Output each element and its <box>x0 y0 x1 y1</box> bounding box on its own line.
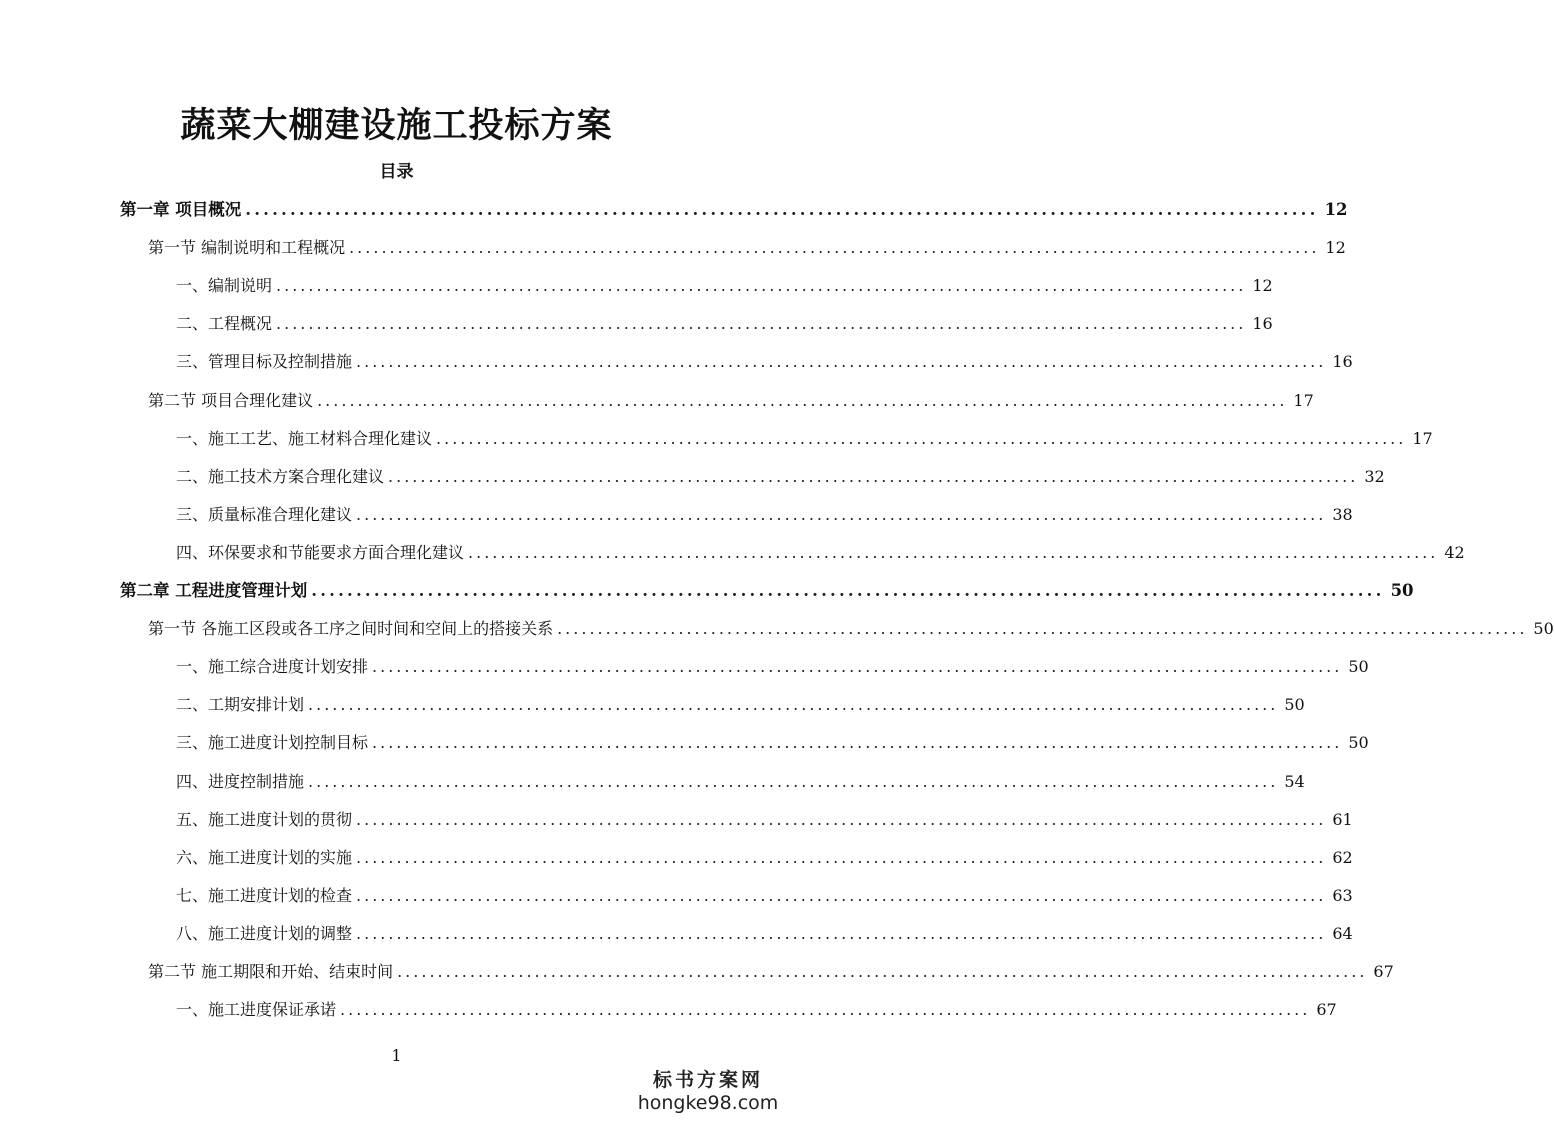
toc-entry-page: 61 <box>1332 810 1353 829</box>
toc-leader-dots: ........................................................................................................................ <box>356 886 1327 905</box>
toc-leader-dots: ........................................................................................................................ <box>356 810 1327 829</box>
toc-entry-label: 三、管理目标及控制措施 <box>176 352 353 371</box>
toc-entry-page: 16 <box>1252 314 1273 333</box>
toc-entry[interactable] <box>176 731 1369 755</box>
toc-leader-dots: ........................................................................................................................ <box>308 772 1279 791</box>
toc-entry-page: 67 <box>1316 1000 1337 1019</box>
toc-leader-dots: ........................................................................................................................ <box>436 429 1407 448</box>
toc-entry-page: 32 <box>1364 467 1385 486</box>
toc-entry-page: 64 <box>1332 924 1353 943</box>
watermark-logo <box>633 1068 783 1114</box>
toc-leader-dots: ........................................................................................................................ <box>340 1000 1311 1019</box>
toc-leader-dots: ........................................................................................................................ <box>356 505 1327 524</box>
toc-leader-dots: ........................................................................................................................ <box>372 657 1343 676</box>
toc-entry[interactable] <box>176 350 1353 374</box>
toc-entry-label: 第一章 项目概况 <box>120 200 242 219</box>
toc-entry-page: 50 <box>1348 657 1369 676</box>
toc-entry[interactable] <box>176 884 1353 908</box>
toc-entry[interactable] <box>176 503 1353 527</box>
toc-leader-dots: ........................................................................................................................ <box>388 467 1359 486</box>
toc-entry-page: 50 <box>1533 619 1554 638</box>
document-title: 蔬菜大棚建设施工投标方案 <box>180 105 613 146</box>
toc-entry-label: 第二章 工程进度管理计划 <box>120 581 308 600</box>
toc-entry-label: 四、进度控制措施 <box>176 772 305 791</box>
toc-entry[interactable] <box>176 922 1353 946</box>
toc-leader-dots: ........................................................................................................................ <box>356 848 1327 867</box>
toc-entry-page: 50 <box>1348 733 1369 752</box>
toc-leader-dots: ........................................................................................................................ <box>311 581 1385 600</box>
toc-entry-label: 七、施工进度计划的检查 <box>176 886 353 905</box>
toc-entry-page: 17 <box>1412 429 1433 448</box>
toc-entry[interactable] <box>148 617 1554 641</box>
toc-leader-dots: ........................................................................................................................ <box>276 314 1247 333</box>
toc-leader-dots: ........................................................................................................................ <box>356 924 1327 943</box>
toc-entry-label: 二、施工技术方案合理化建议 <box>176 467 385 486</box>
toc-entry[interactable] <box>176 693 1305 717</box>
toc-entry-label: 八、施工进度计划的调整 <box>176 924 353 943</box>
toc-entry[interactable] <box>176 312 1273 336</box>
toc-heading: 目录 <box>379 162 414 182</box>
toc-entry-label: 二、工期安排计划 <box>176 695 305 714</box>
toc-entry[interactable] <box>176 541 1465 565</box>
toc-entry-label: 五、施工进度计划的贯彻 <box>176 810 353 829</box>
watermark-url: hongke98.com <box>637 1092 779 1114</box>
toc-entry-label: 第一节 编制说明和工程概况 <box>148 238 346 257</box>
toc-leader-dots: ........................................................................................................................ <box>308 695 1279 714</box>
toc-entry[interactable] <box>120 579 1414 603</box>
toc-entry-page: 54 <box>1284 772 1305 791</box>
toc-entry-label: 第二节 施工期限和开始、结束时间 <box>148 962 394 981</box>
toc-leader-dots: ........................................................................................................................ <box>245 200 1319 219</box>
toc-entry[interactable] <box>148 389 1314 413</box>
toc-entry-page: 16 <box>1332 352 1353 371</box>
toc-leader-dots: ........................................................................................................................ <box>317 391 1288 410</box>
toc-entry[interactable] <box>120 198 1348 222</box>
toc-entry-page: 63 <box>1332 886 1353 905</box>
toc-entry[interactable] <box>176 655 1369 679</box>
toc-leader-dots: ........................................................................................................................ <box>276 276 1247 295</box>
toc-entry[interactable] <box>148 236 1346 260</box>
toc-entry-label: 一、编制说明 <box>176 276 273 295</box>
toc-entry-label: 六、施工进度计划的实施 <box>176 848 353 867</box>
toc-entry-label: 第二节 项目合理化建议 <box>148 391 314 410</box>
toc-leader-dots: ........................................................................................................................ <box>397 962 1368 981</box>
toc-entry-page: 42 <box>1444 543 1465 562</box>
toc-leader-dots: ........................................................................................................................ <box>557 619 1528 638</box>
toc-entry[interactable] <box>176 427 1433 451</box>
watermark-name: 标书方案网 <box>652 1069 763 1091</box>
toc-entry[interactable] <box>148 960 1394 984</box>
page-number: 1 <box>391 1046 402 1065</box>
toc-entry-label: 三、施工进度计划控制目标 <box>176 733 369 752</box>
toc-entry-page: 17 <box>1293 391 1314 410</box>
toc-entry-label: 一、施工进度保证承诺 <box>176 1000 337 1019</box>
toc-entry-page: 38 <box>1332 505 1353 524</box>
toc-entry-page: 50 <box>1284 695 1305 714</box>
toc-leader-dots: ........................................................................................................................ <box>356 352 1327 371</box>
toc-entry[interactable] <box>176 274 1273 298</box>
toc-entry-label: 二、工程概况 <box>176 314 273 333</box>
toc-entry-page: 12 <box>1325 238 1346 257</box>
toc-entry-page: 12 <box>1324 200 1348 219</box>
toc-entry-label: 第一节 各施工区段或各工序之间时间和空间上的搭接关系 <box>148 619 554 638</box>
toc-entry[interactable] <box>176 846 1353 870</box>
toc-entry[interactable] <box>176 770 1305 794</box>
toc-entry-page: 50 <box>1390 581 1414 600</box>
toc-entry-label: 一、施工工艺、施工材料合理化建议 <box>176 429 433 448</box>
toc-entry[interactable] <box>176 465 1385 489</box>
toc-entry-page: 12 <box>1252 276 1273 295</box>
toc-entry[interactable] <box>176 998 1337 1022</box>
toc-entry-label: 四、环保要求和节能要求方面合理化建议 <box>176 543 465 562</box>
toc-entry-label: 三、质量标准合理化建议 <box>176 505 353 524</box>
toc-leader-dots: ........................................................................................................................ <box>349 238 1320 257</box>
toc-leader-dots: ........................................................................................................................ <box>468 543 1439 562</box>
toc-entry[interactable] <box>176 808 1353 832</box>
toc-leader-dots: ........................................................................................................................ <box>372 733 1343 752</box>
toc-entry-label: 一、施工综合进度计划安排 <box>176 657 369 676</box>
toc-entry-page: 67 <box>1373 962 1394 981</box>
toc-entry-page: 62 <box>1332 848 1353 867</box>
